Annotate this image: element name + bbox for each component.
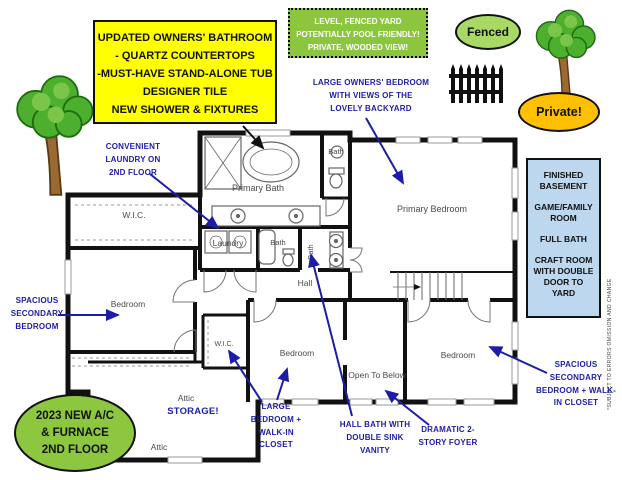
callout-line: - QUARTZ COUNTERTOPS (115, 50, 255, 62)
fence-icon (449, 61, 503, 103)
callout-line: FINISHED BASEMENT (539, 170, 588, 191)
callout-line: NEW SHOWER & FIXTURES (111, 104, 259, 116)
room-label-wic-small: W.I.C. (214, 341, 234, 348)
room-label-attic-lower: Attic (150, 442, 168, 452)
private-badge (518, 92, 600, 132)
room-label-primary-bedroom: Primary Bedroom (396, 204, 468, 214)
tree-icon (524, 6, 606, 106)
room-label-primary-bath: Primary Bath (231, 183, 285, 193)
badge-line: 2ND FLOOR (41, 443, 109, 456)
room-label-bath-hall: Bath (306, 244, 315, 260)
room-label-bedroom-right: Bedroom (440, 350, 476, 360)
hvac-badge (14, 394, 136, 472)
callout-line: GAME/FAMILY ROOM (534, 202, 593, 223)
callout-line: POTENTIALLY POOL FRIENDLY! (296, 30, 420, 39)
room-label-hall: Hall (297, 278, 313, 288)
room-label-bedroom-center: Bedroom (279, 348, 315, 358)
note-secondary-left: SPACIOUS SECONDARY BEDROOM (10, 296, 64, 331)
basement-callout (526, 158, 601, 318)
note-secondary-right: SPACIOUS SECONDARY BEDROOM + WALK-IN CLOSET (535, 360, 617, 408)
note-laundry: CONVENIENT LAUNDRY ON 2ND FLOOR (105, 142, 161, 177)
room-label-bedroom-left: Bedroom (110, 299, 146, 309)
callout-line: -MUST-HAVE STAND-ALONE TUB (97, 68, 273, 80)
note-foyer: DRAMATIC 2-STORY FOYER (418, 425, 478, 447)
callout-line: CRAFT ROOM WITH DOUBLE DOOR TO YARD (533, 255, 594, 298)
badge-label: Fenced (466, 25, 509, 39)
callout-line: LEVEL, FENCED YARD (314, 17, 402, 26)
owners-bathroom-callout (93, 20, 277, 124)
badge-line: 2023 NEW A/C (35, 409, 115, 422)
yard-callout (288, 8, 428, 58)
tree-icon (8, 70, 100, 200)
fenced-badge (455, 14, 521, 50)
callout-line: PRIVATE, WOODED VIEW! (307, 43, 409, 52)
room-label-open-below: Open To Below (348, 370, 406, 380)
room-label-bath-top: Bath (328, 147, 344, 156)
disclaimer-text: *SUBJECT TO ERRORS OMISSION AND CHANGE (607, 278, 613, 410)
note-hall-bath: HALL BATH WITH DOUBLE SINK VANITY (339, 420, 411, 455)
room-label-wic-left: W.I.C. (122, 210, 146, 220)
note-storage: STORAGE! (167, 406, 219, 417)
callout-line: FULL BATH (540, 234, 587, 244)
room-label-laundry: Laundry (212, 238, 244, 248)
badge-label: Private! (536, 105, 582, 119)
room-label-bath-center: Bath (270, 238, 286, 247)
badge-line: & FURNACE (41, 426, 109, 439)
note-large-bedroom: LARGE BEDROOM + WALK-IN CLOSET (250, 402, 302, 450)
room-label-attic-upper: Attic (177, 393, 195, 403)
note-owners-bedroom: LARGE OWNERS' BEDROOM WITH VIEWS OF THE LOVELY BACKYARD (312, 78, 430, 113)
callout-line: UPDATED OWNERS' BATHROOM (97, 32, 273, 44)
callout-line: DESIGNER TILE (142, 86, 228, 98)
